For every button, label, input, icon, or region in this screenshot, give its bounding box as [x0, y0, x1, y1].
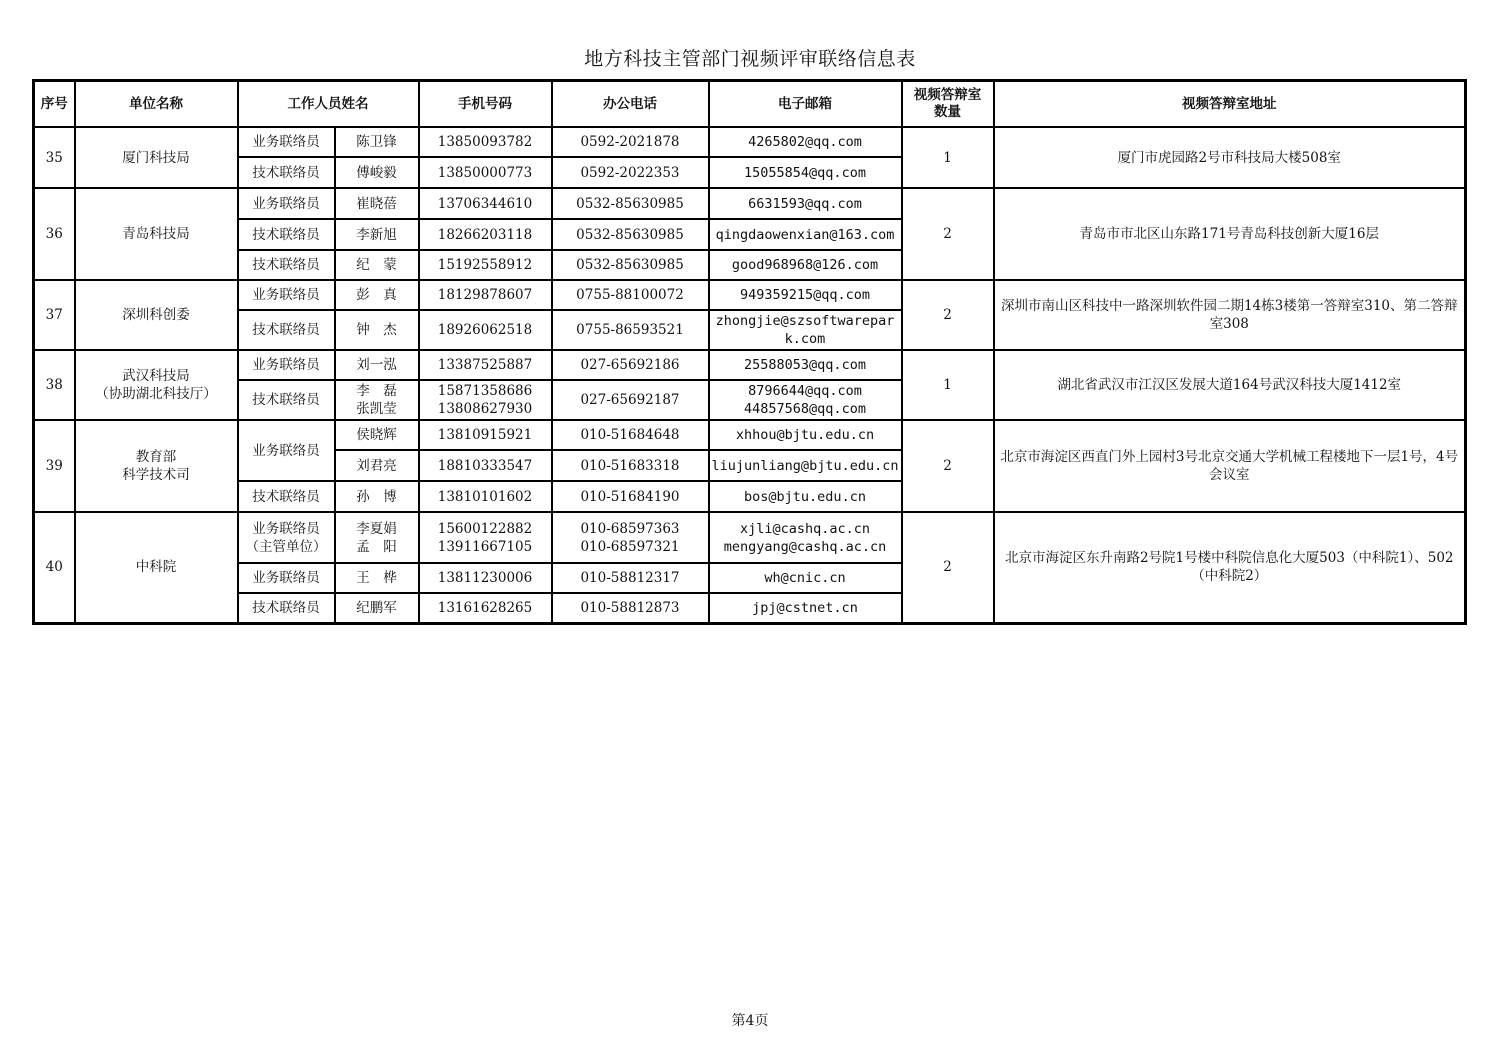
email-cell [709, 127, 902, 157]
seq-cell: 37 [34, 280, 75, 350]
seq-cell: 40 [34, 512, 75, 623]
mobile-cell [419, 420, 552, 450]
unit-name-cell [75, 127, 238, 188]
office-phone-cell [552, 420, 709, 450]
role-cell [238, 563, 335, 593]
email-line: 8796644@qq.com [748, 383, 862, 399]
unit-name-line: 中科院 [135, 559, 177, 576]
mobile-cell [419, 157, 552, 188]
page-title: 地方科技主管部门视频评审联络信息表 [584, 48, 916, 70]
office-phone-cell [552, 188, 709, 219]
role-line: 技术联络员 [252, 322, 320, 338]
staff-name-cell [335, 593, 419, 623]
email-cell [709, 157, 902, 188]
staff-name-line: 李新旭 [356, 226, 397, 243]
email-cell [709, 219, 902, 250]
email-line: 949359215@qq.com [739, 287, 871, 303]
mobile-cell [419, 563, 552, 593]
office-phone-line: 0755-88100072 [576, 287, 684, 303]
role-line: 业务联络员 [252, 520, 320, 537]
mobile-line: 13808627930 [437, 401, 533, 417]
contact-table [32, 79, 1467, 625]
email-line: 25588053@qq.com [744, 357, 866, 373]
email-line: wh@cnic.cn [764, 570, 846, 586]
office-phone-cell [552, 127, 709, 157]
role-line: 业务联络员 [252, 287, 320, 303]
mobile-line: 15871358686 [437, 383, 533, 399]
unit-name-cell [75, 512, 238, 623]
role-cell [238, 188, 335, 219]
office-phone-line: 0532-85630985 [576, 195, 684, 212]
seq-cell: 35 [34, 127, 75, 188]
office-phone-cell [552, 450, 709, 481]
role-line: 业务联络员 [252, 357, 320, 373]
role-line: 技术联络员 [252, 226, 320, 243]
mobile-cell [419, 219, 552, 250]
staff-name-cell [335, 157, 419, 188]
staff-name-line: 孟 阳 [356, 538, 397, 555]
unit-name-cell [75, 350, 238, 420]
email-line: mengyang@cashq.ac.cn [723, 538, 887, 555]
staff-name-cell [335, 450, 419, 481]
staff-name-line: 李夏娟 [356, 520, 397, 537]
room-address-cell: 湖北省武汉市江汉区发展大道164号武汉科技大厦1412室 [994, 350, 1466, 420]
room-count-cell: 2 [902, 280, 994, 350]
mobile-cell [419, 250, 552, 280]
unit-name-line: 厦门科技局 [122, 149, 190, 166]
header-email: 电子邮箱 [709, 81, 902, 128]
unit-name-line: 武汉科技局 [122, 368, 190, 384]
staff-name-line: 陈卫锋 [356, 134, 397, 150]
unit-name-cell [75, 280, 238, 350]
role-cell [238, 420, 335, 481]
office-phone-line: 010-58812317 [580, 570, 680, 586]
role-cell [238, 280, 335, 310]
staff-name-cell [335, 350, 419, 380]
email-cell [709, 310, 902, 350]
room-count-cell: 2 [902, 512, 994, 623]
table-row [34, 280, 1466, 310]
mobile-line: 18129878607 [437, 287, 533, 303]
room-address-cell: 青岛市市北区山东路171号青岛科技创新大厦16层 [994, 188, 1466, 280]
staff-name-line: 孙 博 [356, 488, 397, 505]
role-line: 业务联络员 [252, 195, 320, 212]
office-phone-cell [552, 157, 709, 188]
mobile-line: 15192558912 [437, 257, 533, 273]
mobile-line: 13810915921 [437, 427, 533, 443]
room-address-cell: 深圳市南山区科技中一路深圳软件园二期14栋3楼第一答辩室310、第二答辩室308 [994, 280, 1466, 350]
mobile-line: 13911667105 [437, 538, 533, 555]
email-cell [709, 512, 902, 563]
unit-name-line: 青岛科技局 [122, 226, 190, 242]
mobile-line: 13810101602 [437, 488, 533, 505]
email-cell [709, 450, 902, 481]
office-phone-cell [552, 219, 709, 250]
header-unit: 单位名称 [75, 81, 238, 128]
role-cell [238, 593, 335, 623]
seq-cell: 39 [34, 420, 75, 512]
email-line: zhongjie@szsoftwarepark.com [715, 313, 895, 347]
staff-name-line: 纪 蒙 [356, 257, 397, 273]
office-phone-cell [552, 481, 709, 512]
mobile-line: 13706344610 [437, 195, 533, 212]
mobile-cell [419, 350, 552, 380]
email-line: 6631593@qq.com [748, 195, 862, 212]
staff-name-cell [335, 420, 419, 450]
mobile-cell [419, 127, 552, 157]
header-rooms [902, 81, 994, 128]
staff-name-cell [335, 310, 419, 350]
header-rooms-line2: 数量 [934, 104, 961, 120]
staff-name-cell [335, 512, 419, 563]
email-cell [709, 481, 902, 512]
staff-name-cell [335, 563, 419, 593]
room-address-cell: 北京市海淀区东升南路2号院1号楼中科院信息化大厦503（中科院1）、502（中科院2） [994, 512, 1466, 623]
office-phone-line: 0532-85630985 [576, 257, 684, 273]
mobile-cell [419, 310, 552, 350]
office-phone-cell [552, 310, 709, 350]
mobile-line: 18926062518 [437, 322, 533, 338]
email-line: good968968@126.com [731, 257, 879, 273]
unit-name-line: 教育部 [135, 449, 177, 465]
email-line: xjli@cashq.ac.cn [739, 520, 871, 537]
role-cell [238, 481, 335, 512]
office-phone-line: 010-68597363 [580, 520, 680, 537]
role-line: （主管单位） [245, 538, 327, 555]
room-count-cell: 1 [902, 127, 994, 188]
role-cell [238, 380, 335, 420]
office-phone-line: 010-68597321 [580, 538, 680, 555]
mobile-cell [419, 450, 552, 481]
email-cell [709, 380, 902, 420]
office-phone-cell [552, 250, 709, 280]
unit-name-line: （协助湖北科技厅） [95, 386, 217, 402]
mobile-line: 18266203118 [437, 226, 533, 243]
mobile-cell [419, 593, 552, 623]
header-row [34, 81, 1466, 128]
office-phone-line: 027-65692186 [580, 357, 680, 373]
header-staff: 工作人员姓名 [238, 81, 419, 128]
email-line: bos@bjtu.edu.cn [744, 488, 866, 505]
staff-name-cell [335, 380, 419, 420]
email-cell [709, 563, 902, 593]
header-mobile: 手机号码 [419, 81, 552, 128]
office-phone-cell [552, 512, 709, 563]
office-phone-line: 010-51683318 [580, 457, 680, 474]
email-cell [709, 420, 902, 450]
unit-name-cell [75, 188, 238, 280]
seq-cell: 36 [34, 188, 75, 280]
table-row [34, 188, 1466, 219]
role-line: 业务联络员 [252, 134, 320, 150]
email-line: liujunliang@bjtu.edu.cn [711, 457, 899, 474]
staff-name-cell [335, 219, 419, 250]
role-line: 技术联络员 [252, 257, 320, 273]
office-phone-cell [552, 380, 709, 420]
office-phone-line: 0592-2022353 [580, 164, 680, 181]
email-line: jpj@cstnet.cn [752, 599, 858, 616]
staff-name-cell [335, 188, 419, 219]
staff-name-line: 张凯莹 [356, 401, 397, 417]
office-phone-cell [552, 350, 709, 380]
mobile-line: 13811230006 [437, 570, 533, 586]
email-line: 15055854@qq.com [744, 164, 866, 181]
staff-name-cell [335, 280, 419, 310]
mobile-line: 15600122882 [437, 520, 533, 537]
email-cell [709, 593, 902, 623]
header-seq: 序号 [34, 81, 75, 128]
staff-name-cell [335, 250, 419, 280]
mobile-cell [419, 280, 552, 310]
office-phone-line: 010-58812873 [580, 599, 680, 616]
table-row [34, 127, 1466, 157]
office-phone-line: 0755-86593521 [576, 322, 684, 338]
office-phone-line: 0592-2021878 [580, 134, 680, 150]
office-phone-line: 0532-85630985 [576, 226, 684, 243]
table-row [34, 350, 1466, 380]
office-phone-line: 010-51684648 [580, 427, 680, 443]
staff-name-line: 李 磊 [356, 383, 397, 399]
email-cell [709, 250, 902, 280]
staff-name-line: 彭 真 [356, 287, 397, 303]
header-address: 视频答辩室地址 [994, 81, 1466, 128]
mobile-cell [419, 512, 552, 563]
mobile-line: 13387525887 [437, 357, 533, 373]
email-line: 44857568@qq.com [744, 401, 866, 417]
office-phone-line: 027-65692187 [580, 392, 680, 408]
staff-name-line: 侯晓辉 [356, 427, 397, 443]
table-row [34, 512, 1466, 563]
mobile-line: 13161628265 [437, 599, 533, 616]
role-cell [238, 219, 335, 250]
mobile-cell [419, 481, 552, 512]
mobile-line: 13850093782 [437, 134, 533, 150]
staff-name-line: 王 桦 [356, 570, 397, 586]
unit-name-line: 深圳科创委 [122, 307, 190, 323]
staff-name-line: 钟 杰 [356, 322, 397, 338]
mobile-line: 18810333547 [437, 457, 533, 474]
email-line: qingdaowenxian@163.com [715, 226, 895, 243]
role-line: 业务联络员 [252, 442, 320, 459]
role-cell [238, 250, 335, 280]
staff-name-line: 刘一泓 [356, 357, 397, 373]
role-line: 技术联络员 [252, 599, 320, 616]
header-office: 办公电话 [552, 81, 709, 128]
header-rooms-line1: 视频答辩室 [913, 87, 982, 103]
role-line: 业务联络员 [252, 570, 320, 586]
role-line: 技术联络员 [252, 164, 320, 181]
office-phone-cell [552, 280, 709, 310]
office-phone-cell [552, 593, 709, 623]
page-number: 第4页 [731, 1013, 769, 1029]
table-body [34, 127, 1466, 623]
staff-name-line: 傅峻毅 [356, 164, 397, 181]
role-cell [238, 310, 335, 350]
office-phone-line: 010-51684190 [580, 488, 680, 505]
unit-name-line: 科学技术司 [122, 467, 190, 483]
table-row [34, 420, 1466, 450]
seq-cell: 38 [34, 350, 75, 420]
office-phone-cell [552, 563, 709, 593]
staff-name-cell [335, 127, 419, 157]
mobile-cell [419, 380, 552, 420]
room-address-cell: 厦门市虎园路2号市科技局大楼508室 [994, 127, 1466, 188]
role-cell [238, 350, 335, 380]
role-cell [238, 127, 335, 157]
email-cell [709, 350, 902, 380]
staff-name-cell [335, 481, 419, 512]
email-line: 4265802@qq.com [748, 134, 862, 150]
role-line: 技术联络员 [252, 488, 320, 505]
mobile-cell [419, 188, 552, 219]
room-count-cell: 2 [902, 420, 994, 512]
email-cell [709, 188, 902, 219]
role-line: 技术联络员 [252, 392, 320, 408]
email-line: xhhou@bjtu.edu.cn [735, 427, 875, 443]
role-cell [238, 157, 335, 188]
room-count-cell: 1 [902, 350, 994, 420]
staff-name-line: 纪鹏军 [356, 599, 397, 616]
room-count-cell: 2 [902, 188, 994, 280]
room-address-cell: 北京市海淀区西直门外上园村3号北京交通大学机械工程楼地下一层1号，4号会议室 [994, 420, 1466, 512]
unit-name-cell [75, 420, 238, 512]
mobile-line: 13850000773 [437, 164, 533, 181]
staff-name-line: 崔晓蓓 [356, 195, 397, 212]
role-cell [238, 512, 335, 563]
email-cell [709, 280, 902, 310]
staff-name-line: 刘君亮 [356, 457, 397, 474]
